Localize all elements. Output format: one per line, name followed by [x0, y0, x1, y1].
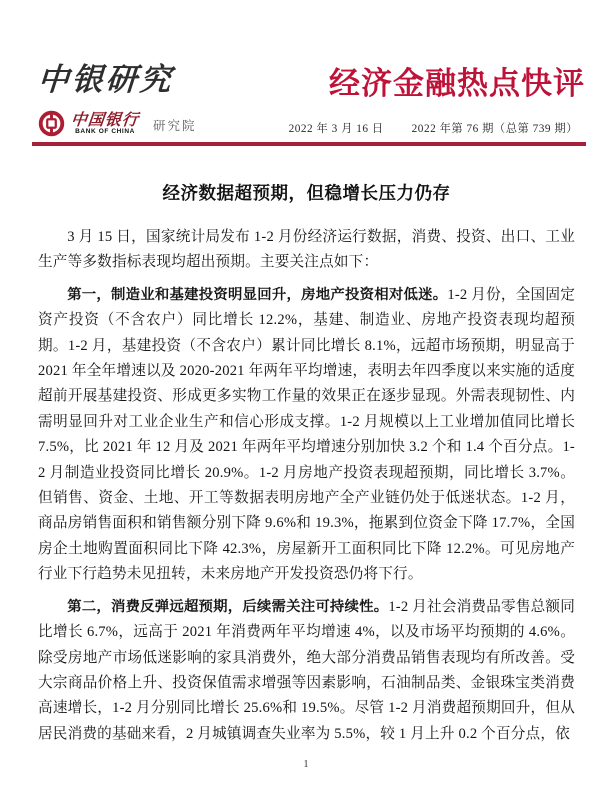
paragraph-lead-bold: 第一，制造业和基建投资明显回升，房地产投资相对低迷。	[67, 286, 448, 303]
issue-number: 2022 年第 76 期（总第 739 期）	[411, 123, 578, 135]
bank-name	[71, 111, 139, 136]
publication-title: 经济金融热点快评	[329, 66, 585, 101]
article-title: 经济数据超预期，但稳增长压力仍存	[162, 183, 451, 203]
article-body	[38, 180, 575, 754]
institute-label: 研究院	[153, 119, 197, 133]
issue-info-row	[289, 120, 578, 136]
paragraph-text: 3 月 15 日，国家统计局发布 1-2 月份经济运行数据，消费、投资、出口、工业生产等多数指标表现均超出预期。主要关注点如下：	[38, 229, 575, 271]
paragraph-lead-bold: 第二，消费反弹远超预期，后续需关注可持续性。	[67, 598, 389, 615]
header-divider-rule	[32, 142, 586, 146]
bank-identity-block	[38, 110, 197, 137]
publication-date: 2022 年 3 月 16 日	[288, 123, 384, 135]
bank-name-chinese: 中国银行	[70, 110, 141, 129]
body-paragraph-first-point	[38, 283, 575, 588]
paragraph-text: 1-2 月社会消费品零售总额同比增长 6.7%，远高于 2021 年消费两年平均增速 4%，以及市场平均预期的 4.6%。除受房地产市场低迷影响的家具消费外，绝大部分消费品销售表现均有所改善。受大宗商品价格上升、投资保值需求增强等因素影响，石油制品类、金银珠宝类消费高速增长，1-2 月分别同比增长 25.6%和 19.5%。尽管 1-2 月消费超预期回升，但从居民消费的基础来看，2 月城镇调查失业率为 5.5%，较 1 月上升 0.2 个百分点，依	[38, 598, 576, 742]
paragraph-text: 1-2 月份，全国固定资产投资（不含农户）同比增长 12.2%，基建、制造业、房地产投资表现均超预期。1-2 月，基建投资（不含农户）累计同比增长 8.1%，远超市场预期，明显高于 2021 年全年增速以及 2020-2021 年两年平均增速，表明去年四季度以来实施的适度超前开展基建投资、形成更多实物工作量的效果正在逐步显现。外需表现韧性、内需明显回升对工业企业生产和信心形成支撑。1-2 月规模以上工业增加值同比增长 7.5%，比 2021 年 12 月及 2021 年两年平均增速分别加快 3.2 个和 1.4 个百分点。1-2 月制造业投资同比增长 20.9%。1-2 月房地产投资表现超预期，同比增长 3.7%。但销售、资金、土地、开工等数据表明房地产全产业链仍处于低迷状态。1-2 月，商品房销售面积和销售额分别下降 9.6%和 19.3%，拖累到位资金下降 17.7%，全国房企土地购置面积同比下降 42.3%，房屋新开工面积同比下降 12.2%。可见房地产行业下行趋势未见扭转，未来房地产开发投资恐仍将下行。	[38, 286, 575, 583]
body-paragraph-second-point	[38, 595, 575, 747]
page-number: 1	[303, 759, 309, 770]
boc-research-calligraphy-logo: 中银研究	[36, 62, 176, 98]
body-paragraph-intro	[38, 225, 575, 276]
bank-of-china-logo-icon	[38, 110, 65, 137]
bank-name-english: BANK OF CHINA	[75, 128, 135, 135]
